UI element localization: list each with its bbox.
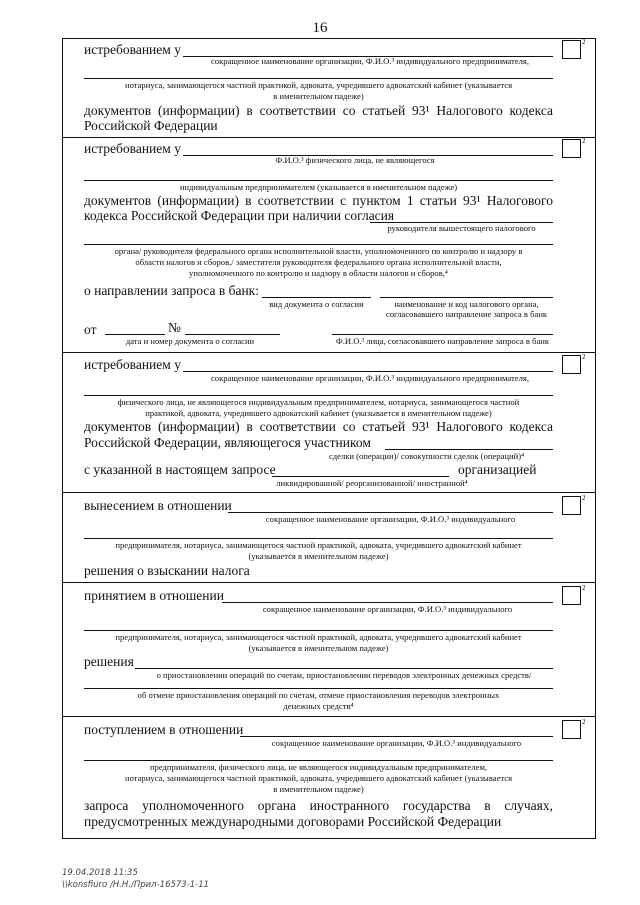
field-caption: нотариуса, занимающегося частной практикой, адвоката, учредившего адвокатский кабинет (указывается <box>124 80 513 90</box>
field-caption: предпринимателя, физического лица, не являющегося индивидуальным предпринимателем, <box>149 762 488 772</box>
checkbox[interactable] <box>562 40 581 59</box>
field-caption: Ф.И.О.³ лица, согласовавшего направление запроса в банк <box>335 336 550 346</box>
fill-line <box>105 334 165 335</box>
section-divider <box>62 38 596 39</box>
footer-timestamp: 19.04.2018 11:35 <box>62 868 138 878</box>
field-caption: об отмене приостановления операций по счетам, отмене приостановления переводов электронных <box>137 690 500 700</box>
field-caption: индивидуальным предпринимателем (указывается в именительном падеже) <box>179 182 458 192</box>
body-text: документов (информации) в соответствии со статьей 93¹ Налогового кодекса <box>84 419 553 434</box>
section-lead: вынесением в отношении <box>84 498 232 513</box>
field-caption: нотариуса, занимающегося частной практикой, адвоката, учредившего адвокатский кабинет (указывается <box>124 773 513 783</box>
body-text: кодекса Российской Федерации при наличии согласия <box>84 208 395 223</box>
body-text: о направлении запроса в банк: <box>84 283 259 298</box>
field-caption: предпринимателя, нотариуса, занимающегося частной практикой, адвоката, учредившего адвокатский кабинет <box>115 540 522 550</box>
body-text: предусмотренных международными договорами Российской Федерации <box>84 814 502 829</box>
section-lead: принятием в отношении <box>84 588 224 603</box>
checkbox[interactable] <box>562 139 581 158</box>
field-caption: о приостановлении операций по счетам, приостановлении переводов электронных денежных средств/ <box>156 670 532 680</box>
field-caption: сокращенное наименование организации, Ф.И.О.³ индивидуального <box>265 514 516 524</box>
field-caption: вид документа о согласии <box>269 299 364 309</box>
field-caption: руководителя вышестоящего налогового <box>387 223 536 233</box>
page-number: 16 <box>312 20 328 36</box>
body-text: Российской Федерации, являющегося участником <box>84 435 371 450</box>
field-caption: наименование и код налогового органа, <box>394 299 539 309</box>
field-caption: органа/ руководителя федерального органа исполнительной власти, уполномоченного по контролю и надзору в <box>114 246 523 256</box>
footnote-mark: 2 <box>582 353 586 361</box>
body-text: с указанной в настоящем запросе <box>84 462 276 477</box>
footnote-mark: 2 <box>582 718 586 726</box>
section-divider <box>62 582 596 583</box>
section-divider <box>62 352 596 353</box>
body-text: запроса уполномоченного органа иностранного государства в случаях, <box>84 798 553 813</box>
footnote-mark: 2 <box>582 137 586 145</box>
footnote-mark: 2 <box>582 584 586 592</box>
body-text: документов (информации) в соответствии с пунктом 1 статьи 93¹ Налогового <box>84 193 553 208</box>
body-text: № <box>168 320 181 335</box>
fill-line <box>84 78 553 79</box>
fill-line <box>135 668 553 669</box>
field-caption: денежных средств⁴ <box>283 701 354 711</box>
section-lead: истребованием у <box>84 357 181 372</box>
body-text: от <box>84 322 97 337</box>
field-caption: Ф.И.О.³ физического лица, не являющегося <box>275 155 435 165</box>
fill-line <box>222 602 553 603</box>
field-caption: практикой, адвоката, учредившего адвокатский кабинет (указывается в именительном падеже) <box>145 408 492 418</box>
fill-line <box>84 244 553 245</box>
fill-line <box>228 512 553 513</box>
section-lead: истребованием у <box>84 42 181 57</box>
body-text: документов (информации) в соответствии со статьей 93¹ Налогового кодекса <box>84 103 553 118</box>
field-caption: ликвидированной/ реорганизованной/ иностранной⁴ <box>276 478 468 488</box>
field-caption: физического лица, не являющегося индивидуальным предпринимателем, нотариуса, занимающегося частной <box>117 397 520 407</box>
checkbox[interactable] <box>562 496 581 515</box>
field-caption: сокращенное наименование организации, Ф.И.О.³ индивидуального <box>271 738 522 748</box>
fill-line <box>240 736 553 737</box>
field-caption: области налогов и сборов,/ заместителя руководителя федерального органа исполнительной власти, <box>135 257 502 267</box>
body-text: организацией <box>458 462 537 477</box>
fill-line <box>84 538 553 539</box>
checkbox[interactable] <box>562 586 581 605</box>
fill-line <box>332 334 553 335</box>
field-caption: уполномоченного по контролю и надзору в области налогов и сборов,⁴ <box>189 268 448 278</box>
field-caption: предпринимателя, нотариуса, занимающегося частной практикой, адвоката, учредившего адвокатский кабинет <box>115 632 522 642</box>
section-lead: истребованием у <box>84 141 181 156</box>
field-caption: дата и номер документа о согласии <box>125 336 255 346</box>
checkbox[interactable] <box>562 720 581 739</box>
fill-line <box>84 630 553 631</box>
field-caption: сокращенное наименование организации, Ф.И.О.³ индивидуального <box>262 604 513 614</box>
body-text: решения <box>84 654 134 669</box>
fill-line <box>84 395 553 396</box>
section-divider <box>62 137 596 138</box>
fill-line <box>185 334 280 335</box>
section-lead: поступлением в отношении <box>84 722 244 737</box>
fill-line <box>183 371 553 372</box>
field-caption: (указывается в именительном падеже) <box>248 643 389 653</box>
field-caption: в именительном падеже) <box>273 784 364 794</box>
field-caption: в именительном падеже) <box>273 91 364 101</box>
fill-line <box>84 180 553 181</box>
footnote-mark: 2 <box>582 38 586 46</box>
fill-line <box>84 688 553 689</box>
field-caption: согласовавшего направление запроса в банк <box>385 309 548 319</box>
fill-line <box>380 297 553 298</box>
section-divider <box>62 716 596 717</box>
footer-file-path: \\konsfiuro /Н.Н./Прил-16573-1-11 <box>62 880 210 890</box>
fill-line <box>272 476 449 477</box>
body-text: Российской Федерации <box>84 118 218 133</box>
field-caption: сокращенное наименование организации, Ф.И.О.³ индивидуального предпринимателя, <box>210 373 529 383</box>
checkbox[interactable] <box>562 355 581 374</box>
fill-line <box>84 760 553 761</box>
footnote-mark: 2 <box>582 494 586 502</box>
section-divider <box>62 492 596 493</box>
field-caption: сделки (операции)/ совокупности сделок (операций)⁴ <box>328 451 525 461</box>
fill-line <box>385 449 553 450</box>
body-text: решения о взыскании налога <box>84 563 250 578</box>
field-caption: (указывается в именительном падеже) <box>248 551 389 561</box>
field-caption: сокращенное наименование организации, Ф.И.О.³ индивидуального предпринимателя, <box>210 56 529 66</box>
fill-line <box>262 297 371 298</box>
